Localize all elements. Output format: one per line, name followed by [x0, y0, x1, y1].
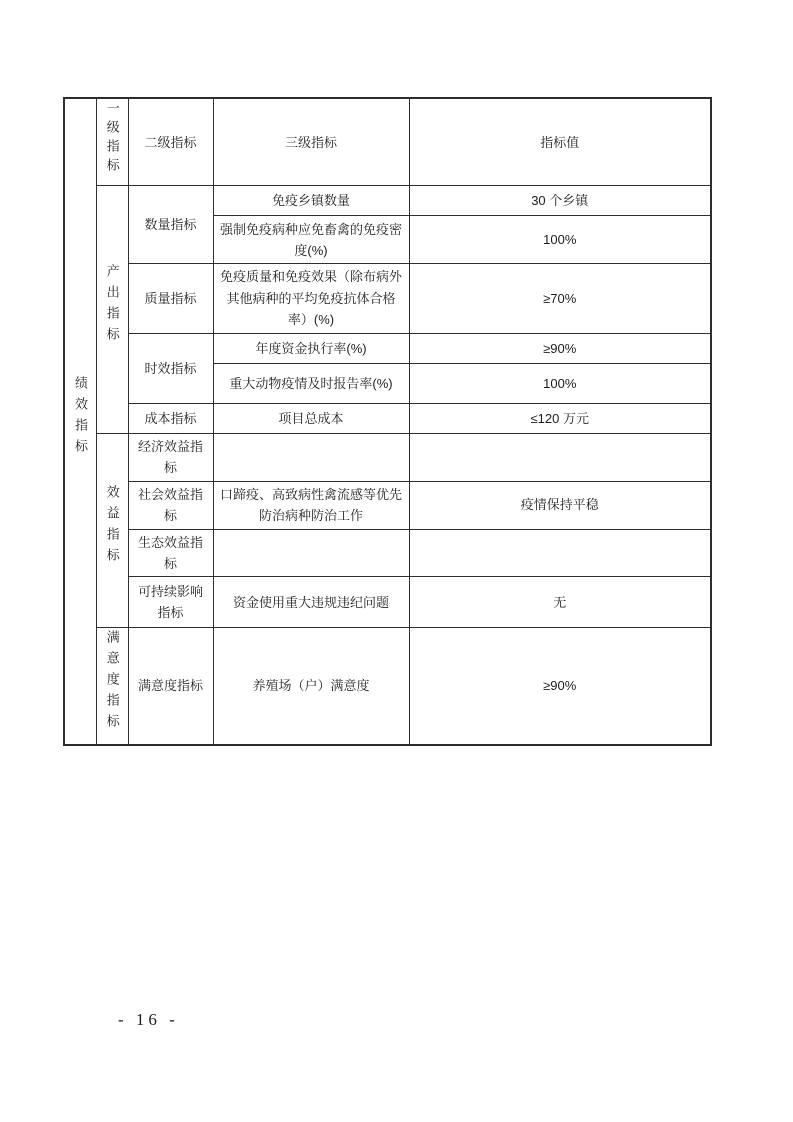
- group-label-cell: [64, 98, 96, 745]
- subsection-label-cell-cost: 成本指标: [128, 403, 213, 433]
- table-row: [64, 264, 711, 333]
- value-cell: ≤120 万元: [409, 403, 711, 433]
- section-label-benefit: 效益指标: [104, 485, 120, 570]
- header-cell-value: 指标值: [409, 98, 711, 186]
- indicator-cell: 项目总成本: [213, 403, 409, 433]
- table-row: [64, 481, 711, 529]
- indicator-cell: [213, 433, 409, 481]
- section-label-cell-benefit: [96, 433, 128, 628]
- indicator-cell: 免疫质量和免疫效果（除布病外其他病种的平均免疫抗体合格率）(%): [213, 264, 409, 333]
- table-row: [64, 333, 711, 363]
- section-label-satisfaction: 满意度指标: [104, 630, 120, 736]
- table-row: [64, 577, 711, 628]
- indicator-cell: 口蹄疫、高致病性禽流感等优先防治病种防治工作: [213, 481, 409, 529]
- table-row: [64, 403, 711, 433]
- table-row: [64, 628, 711, 745]
- indicator-cell: 强制免疫病种应免畜禽的免疫密度(%): [213, 216, 409, 264]
- table-header-row: [64, 98, 711, 186]
- value-cell: 疫情保持平稳: [409, 481, 711, 529]
- value-cell: ≥70%: [409, 264, 711, 333]
- indicator-cell: 资金使用重大违规违纪问题: [213, 577, 409, 628]
- indicator-cell: 年度资金执行率(%): [213, 333, 409, 363]
- value-cell: ≥90%: [409, 628, 711, 745]
- page-number: - 16 -: [118, 1010, 179, 1029]
- value-cell: ≥90%: [409, 333, 711, 363]
- header-level1-label: 一级指标: [104, 101, 120, 177]
- indicator-cell: 养殖场（户）满意度: [213, 628, 409, 745]
- value-cell: 100%: [409, 216, 711, 264]
- subsection-label-cell-sustainability: 可持续影响指标: [128, 577, 213, 628]
- section-label-cell-satisfaction: [96, 628, 128, 745]
- subsection-label-cell-economic: 经济效益指标: [128, 433, 213, 481]
- value-cell: [409, 529, 711, 577]
- value-cell: 100%: [409, 363, 711, 403]
- value-cell: 无: [409, 577, 711, 628]
- indicator-cell: [213, 529, 409, 577]
- group-label: 绩效指标: [73, 376, 89, 461]
- section-label-output: 产出指标: [104, 264, 120, 349]
- table-row: [64, 433, 711, 481]
- table-row: [64, 186, 711, 216]
- table-row: [64, 529, 711, 577]
- indicator-cell: 重大动物疫情及时报告率(%): [213, 363, 409, 403]
- value-cell: [409, 433, 711, 481]
- performance-indicator-table: [63, 97, 712, 746]
- subsection-label-cell-social: 社会效益指标: [128, 481, 213, 529]
- value-cell: 30 个乡镇: [409, 186, 711, 216]
- section-label-cell-output: [96, 186, 128, 433]
- header-cell-level3: 三级指标: [213, 98, 409, 186]
- subsection-label-cell-ecological: 生态效益指标: [128, 529, 213, 577]
- subsection-label-cell-satisfaction: 满意度指标: [128, 628, 213, 745]
- header-cell-level1: [96, 98, 128, 186]
- subsection-label-cell-timeliness: 时效指标: [128, 333, 213, 403]
- header-cell-level2: 二级指标: [128, 98, 213, 186]
- subsection-label-cell-quality: 质量指标: [128, 264, 213, 333]
- subsection-label-cell-quantity: 数量指标: [128, 186, 213, 264]
- indicator-cell: 免疫乡镇数量: [213, 186, 409, 216]
